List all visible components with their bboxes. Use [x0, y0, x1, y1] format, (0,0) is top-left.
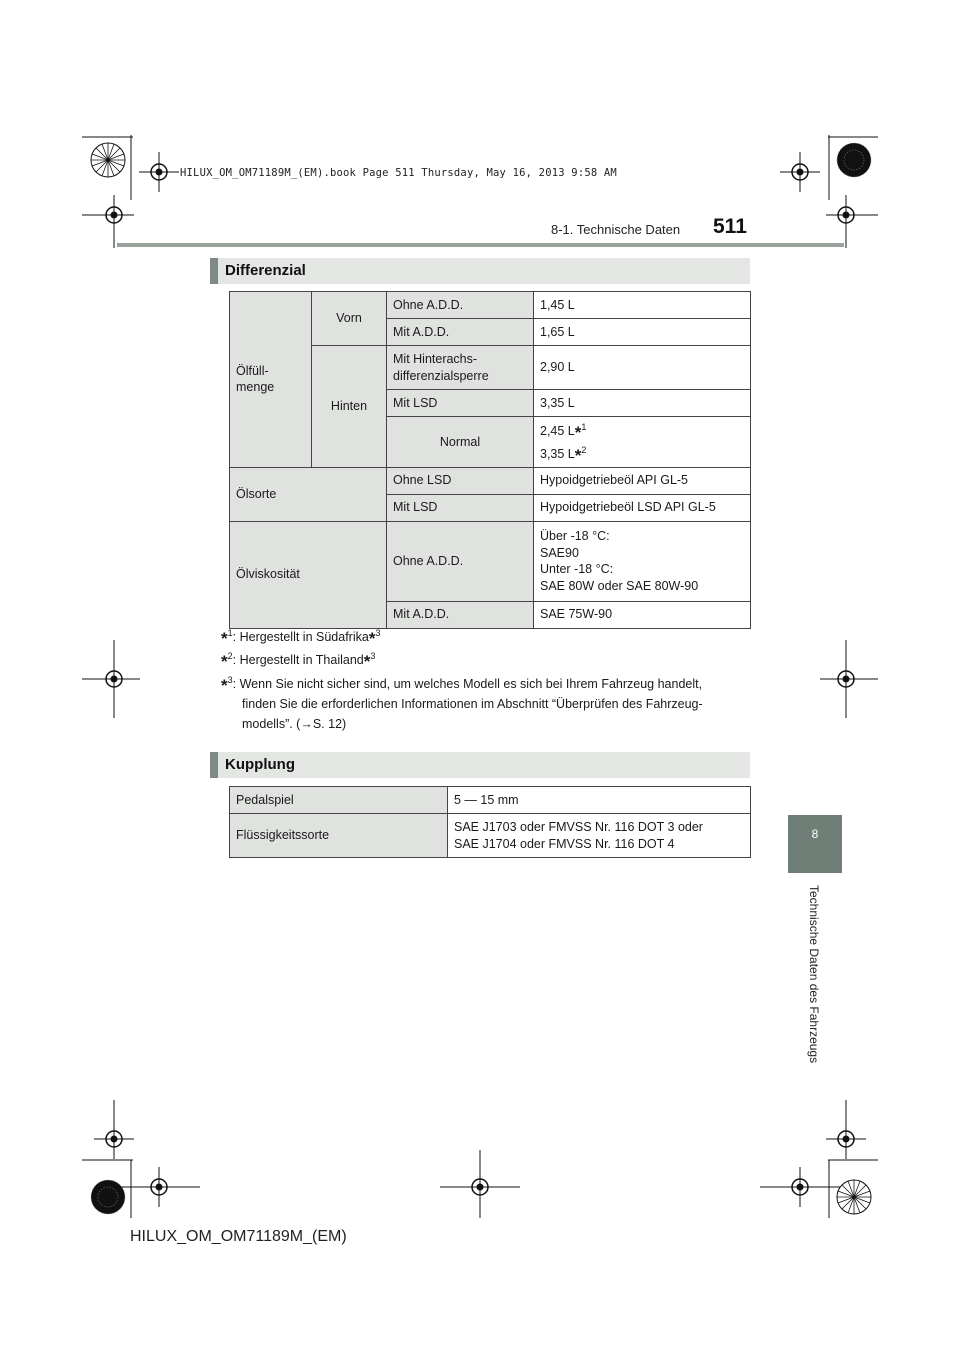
viscosity-label: Ölviskosität — [230, 521, 387, 628]
rear-label: Hinten — [312, 346, 387, 468]
footnote-1: *$^1$: Hergestellt in Südafrika*$^3$ — [221, 627, 381, 648]
chapter-side-label: Technische Daten des Fahrzeugs — [807, 885, 821, 1064]
table-cell-value: 1,65 L — [534, 319, 751, 346]
table-cell-label: Pedalspiel — [230, 787, 448, 814]
table-row — [230, 521, 751, 601]
section-heading-kupplung — [210, 752, 750, 778]
table-cell-label: Mit LSD — [387, 390, 534, 417]
table-cell-value: SAE 75W-90 — [534, 601, 751, 628]
table-cell-value: 5 — 15 mm — [448, 787, 751, 814]
table-cell-value: 3,35 L — [534, 390, 751, 417]
front-label: Vorn — [312, 292, 387, 346]
table-cell-label: Flüssigkeitssorte — [230, 814, 448, 858]
document-id: HILUX_OM_OM71189M_(EM) — [130, 1228, 347, 1245]
table-cell-value: Hypoidgetriebeöl API GL-5 — [534, 467, 751, 494]
table-cell-label: Mit Hinterachs- differenzialsperre — [387, 346, 534, 390]
oil-type-label: Ölsorte — [230, 467, 387, 521]
running-header-section: 8-1. Technische Daten — [551, 222, 681, 237]
table-cell-value: Über -18 °C: SAE90 Unter -18 °C: SAE 80W oder SAE 80W-90 — [534, 521, 751, 601]
table-cell-value: 2,90 L — [534, 346, 751, 390]
table-cell-value: Hypoidgetriebeöl LSD API GL-5 — [534, 494, 751, 521]
section-title: Differenzial — [225, 262, 306, 279]
table-row — [230, 787, 751, 814]
book-print-note: HILUX_OM_OM71189M_(EM).book Page 511 Thursday, May 16, 2013 9:58 AM — [180, 167, 617, 179]
footnote-3: *$^3$: Wenn Sie nicht sicher sind, um welches Modell es sich bei Ihrem Fahrzeug handelt, — [221, 674, 703, 695]
footnote-3-continued: finden Sie die erforderlichen Informationen im Abschnitt “Überprüfen des Fahrzeug- modells”. (→S. 12) — [242, 697, 703, 731]
table-cell-label: Ohne A.D.D. — [387, 521, 534, 601]
footnote-2: *$^2$: Hergestellt in Thailand*$^3$ — [221, 650, 376, 671]
table-cell-value: SAE J1703 oder FMVSS Nr. 116 DOT 3 oder SAE J1704 oder FMVSS Nr. 116 DOT 4 — [448, 814, 751, 858]
section-heading-differenzial — [210, 258, 750, 284]
table-cell-label: Ohne A.D.D. — [387, 292, 534, 319]
page-number: 511 — [713, 215, 747, 238]
table-cell-label: Ohne LSD — [387, 467, 534, 494]
oil-capacity-label: Ölfüll- menge — [230, 292, 312, 468]
table-cell-label: Mit A.D.D. — [387, 601, 534, 628]
table-row — [230, 467, 751, 494]
clutch-table — [229, 786, 751, 858]
chapter-tab — [788, 815, 842, 873]
table-row — [230, 814, 751, 858]
table-cell-value: 1,45 L — [534, 292, 751, 319]
table-cell-label: Mit A.D.D. — [387, 319, 534, 346]
table-row — [230, 292, 751, 319]
table-cell-value: 2,45 L*$^1$ 3,35 L*$^2$ — [534, 417, 751, 468]
differential-table — [229, 291, 751, 629]
table-cell-label: Normal — [387, 417, 534, 468]
chapter-number: 8 — [811, 827, 819, 841]
header-rule — [117, 243, 844, 247]
table-cell-label: Mit LSD — [387, 494, 534, 521]
section-title: Kupplung — [225, 756, 295, 773]
